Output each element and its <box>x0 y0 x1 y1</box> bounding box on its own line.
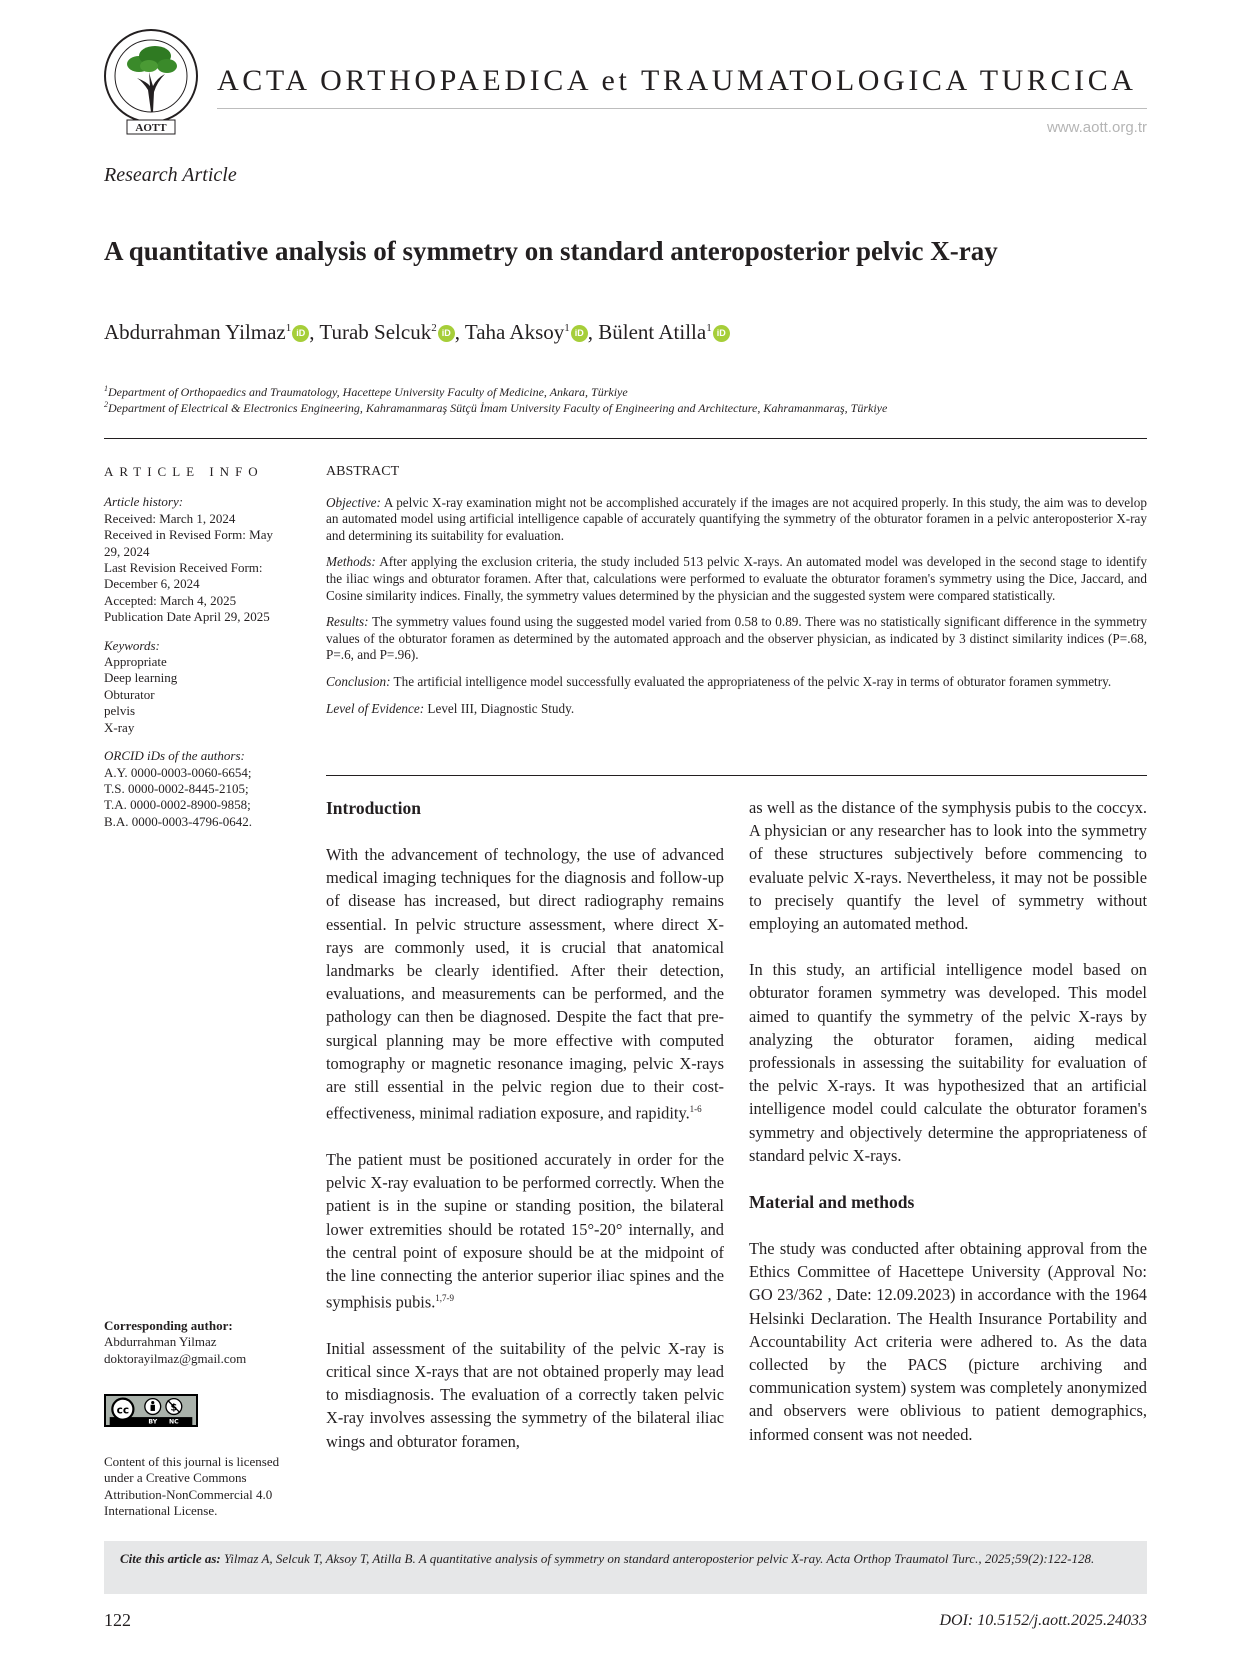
body-paragraph: In this study, an artificial intelligence model based on obturator foramen symmetry was developed. This model aimed to quantify the symmetry of the pelvic X-rays by analyzing the obturator foramen, aiding medical professionals in assessing the suitability for evaluation of the pelvic X-rays. It was hypothesized that an artificial intelligence model could calculate the obturator foramen's symmetry and objectively determine the appropriateness of standard pelvic X-rays. <box>749 960 1147 1165</box>
nc-label: NC <box>169 1418 179 1426</box>
author-name: Turab Selcuk <box>319 320 432 344</box>
body-paragraph: Initial assessment of the suitability of the pelvic X-ray is critical since X-rays that are not obtained properly may lead to misdiagnosis. The evaluation of a correctly taken pelvic X-ray involves assessing the symmetry of the bilateral iliac wings and obturator foramen, <box>326 1338 724 1451</box>
abstract-objective <box>326 495 1147 545</box>
affiliation-1 <box>104 384 628 400</box>
svg-text:AOTT: AOTT <box>135 122 167 134</box>
affiliation-marker: 1 <box>104 384 108 393</box>
header-divider <box>217 108 1147 109</box>
abstract-text: After applying the exclusion criteria, the study included 513 pelvic X-rays. An automated model was developed in the second stage to identify the iliac wings and obturator foramen. After that, calculations were performed to evaluate the obturator foramen's symmetry using the Dice, Jaccard, and Cosine similarity indices. Finally, the symmetry values determined by the physician and the suggested system were compared statistically. <box>326 554 1147 603</box>
keyword: Appropriate <box>104 654 167 670</box>
orcid-list <box>104 748 304 830</box>
paper-title: A quantitative analysis of symmetry on standard anteroposterior pelvic X-ray <box>104 236 998 266</box>
orcid-entry[interactable]: T.A. 0000-0002-8900-9858; <box>104 797 251 813</box>
journal-title: ACTA ORTHOPAEDICA et TRAUMATOLOGICA TURCICA <box>217 64 1137 97</box>
citation-ref[interactable]: 1,7-9 <box>435 1293 455 1304</box>
body-column-right <box>749 796 1147 1469</box>
cc-icon: cc <box>116 1404 130 1417</box>
corresponding-name: Abdurrahman Yilmaz <box>104 1334 217 1350</box>
history-line: December 6, 2024 <box>104 576 200 592</box>
keyword: Obturator <box>104 686 155 702</box>
abstract-label: Conclusion: <box>326 673 391 689</box>
author-name: Abdurrahman Yilmaz <box>104 320 286 344</box>
abstract-label: Objective: <box>326 494 381 510</box>
section-heading-introduction: Introduction <box>326 798 421 818</box>
affiliation-text: Department of Electrical & Electronics Engineering, Kahramanmaraş Sütçü İmam University Faculty of Engineering and Architecture, Kahramanmaraş, Türkiye <box>108 401 888 415</box>
body-paragraph <box>326 1148 724 1314</box>
affiliation-marker: 1 <box>706 322 712 334</box>
keywords-label: Keywords: <box>104 637 160 653</box>
abstract-label: Methods: <box>326 554 376 570</box>
svg-text:$: $ <box>170 1402 178 1414</box>
abstract-label: Level of Evidence: <box>326 700 425 716</box>
citation-box <box>104 1541 1147 1594</box>
history-label: Article history: <box>104 494 184 510</box>
orcid-icon[interactable]: iD <box>292 325 309 342</box>
cite-label: Cite this article as: <box>120 1551 221 1566</box>
affiliation-marker: 2 <box>431 322 437 334</box>
cc-license-badge[interactable] <box>104 1394 198 1427</box>
orcid-icon[interactable]: iD <box>438 325 455 342</box>
history-line: Received in Revised Form: May <box>104 527 273 543</box>
orcid-label: ORCID iDs of the authors: <box>104 748 245 764</box>
by-label: BY <box>148 1418 158 1426</box>
doi-link[interactable]: DOI: 10.5152/j.aott.2025.24033 <box>939 1612 1147 1629</box>
author-name: Taha Aksoy <box>464 320 565 344</box>
abstract-methods <box>326 554 1147 604</box>
affiliation-marker: 2 <box>104 400 108 409</box>
keyword: pelvis <box>104 703 136 719</box>
abstract-level-of-evidence <box>326 701 1147 718</box>
body-paragraph: The study was conducted after obtaining approval from the Ethics Committee of Hacettepe University (Approval No: GO 23/362 , Date: 12.09.2023) in accordance with the 1964 Helsinki Declaration. The Health Insurance Portability and Accountability Act criteria were adhered to. As the data collected by the PACS (picture archiving and communication system) system was completely anonymized and observers were oblivious to patient demographics, informed consent was not needed. <box>749 1239 1147 1444</box>
history-line: Received: March 1, 2024 <box>104 510 236 526</box>
corresponding-label: Corresponding author: <box>104 1318 233 1333</box>
cite-text: Yilmaz A, Selcuk T, Aksoy T, Atilla B. A quantitative analysis of symmetry on standard anteroposterior pelvic X-ray. Acta Orthop Traumatol Turc., 2025;59(2):122-128. <box>224 1551 1095 1566</box>
body-column-left <box>326 796 724 1476</box>
page-number: 122 <box>104 1610 131 1630</box>
body-paragraph <box>326 843 724 1125</box>
keyword: X-ray <box>104 719 135 735</box>
keywords <box>104 638 304 736</box>
journal-url-link[interactable]: www.aott.org.tr <box>1046 119 1147 136</box>
abstract-text: The symmetry values found using the suggested model varied from 0.58 to 0.89. There was no statistically significant difference in the symmetry values of the obturator foramen as determined by the automated approach and the observer physician, as indicated by 3 distinct similarity indices (P=.68, P=.6, and P=.96). <box>326 614 1147 663</box>
affiliation-marker: 1 <box>564 322 570 334</box>
abstract-conclusion <box>326 674 1147 691</box>
abstract-heading: ABSTRACT <box>326 464 400 479</box>
divider-rule <box>104 438 1147 439</box>
history-line: 29, 2024 <box>104 543 150 559</box>
affiliation-marker: 1 <box>285 322 292 334</box>
abstract-label: Results: <box>326 614 369 630</box>
body-paragraph: as well as the distance of the symphysis pubis to the coccyx. A physician or any researcher has to look into the symmetry of these structures subjectively before commencing to evaluate pelvic X-rays. Nevertheless, it may not be possible to precisely quantify the level of symmetry without employing an automated method. <box>749 798 1147 934</box>
keyword: Deep learning <box>104 670 178 686</box>
author-name: Bülent Atilla <box>598 320 707 344</box>
license-text: Content of this journal is licensed under a Creative Commons Attribution-NonCommercial 4.0 International License. <box>104 1454 280 1519</box>
paragraph-text: The patient must be positioned accurately in order for the pelvic X-ray evaluation to be performed correctly. When the patient is in the supine or standing position, the bilateral lower extremities should be rotated 15°-20° internally, and the central point of exposure should be at the midpoint of the line connecting the anterior superior iliac spines and the symphisis pubis. <box>326 1149 724 1312</box>
citation-ref[interactable]: 1-6 <box>689 1104 702 1115</box>
article-info-heading: ARTICLE INFO <box>104 464 264 479</box>
article-type: Research Article <box>104 164 237 186</box>
abstract <box>326 464 1147 727</box>
orcid-entry[interactable]: B.A. 0000-0003-4796-0642. <box>104 813 253 829</box>
section-heading-methods: Material and methods <box>749 1192 915 1213</box>
abstract-text: Level III, Diagnostic Study. <box>427 700 575 716</box>
orcid-icon[interactable]: iD <box>571 325 588 342</box>
abstract-text: The artificial intelligence model successfully evaluated the appropriateness of the pelvic X-ray in terms of obturator foramen symmetry. <box>393 673 1112 689</box>
history-line: Accepted: March 4, 2025 <box>104 592 237 608</box>
corresponding-email-link[interactable]: doktorayilmaz@gmail.com <box>104 1350 247 1366</box>
corresponding-author <box>104 1318 304 1367</box>
paragraph-text: With the advancement of technology, the use of advanced medical imaging techniques for the diagnosis and follow-up of disease has increased, but direct radiography remains essential. In pelvic structure assessment, where direct X-rays are commonly used, it is crucial that anatomical landmarks be clearly identified. After their detection, evaluations, and measurements can be performed, and the pathology can then be diagnosed. Despite the fact that pre-surgical planning may be more effective with computed tomography or magnetic resonance imaging, pelvic X-rays are still essential in the pelvic region due to their cost-effectiveness, minimal radiation exposure, and rapidity. <box>326 845 724 1123</box>
history-line: Publication Date April 29, 2025 <box>104 609 270 625</box>
divider-rule <box>326 775 1147 776</box>
article-info-sidebar <box>104 464 304 842</box>
affiliation-2 <box>104 400 887 416</box>
journal-logo <box>103 20 199 146</box>
abstract-results <box>326 614 1147 664</box>
orcid-icon[interactable]: iD <box>713 325 730 342</box>
abstract-text: A pelvic X-ray examination might not be accomplished accurately if the images are not acquired properly. In this study, the aim was to develop an automated model using artificial intelligence capable of accurately quantifying the symmetry of the obturator foramen in a pelvic anteroposterior X-ray and determining its suitability for evaluation. <box>326 494 1147 543</box>
author-list: Abdurrahman Yilmaz$^1$ iD , Turab Selcuk$^2$ iD , Taha Aksoy$^1$ iD , Bülent Atilla$^1$ iD <box>104 320 730 345</box>
orcid-entry[interactable]: A.Y. 0000-0003-0060-6654; <box>104 764 252 780</box>
article-history <box>104 494 304 625</box>
affiliation-text: Department of Orthopaedics and Traumatology, Hacettepe University Faculty of Medicine, Ankara, Türkiye <box>108 385 628 399</box>
orcid-entry[interactable]: T.S. 0000-0002-8445-2105; <box>104 780 249 796</box>
history-line: Last Revision Received Form: <box>104 560 263 576</box>
